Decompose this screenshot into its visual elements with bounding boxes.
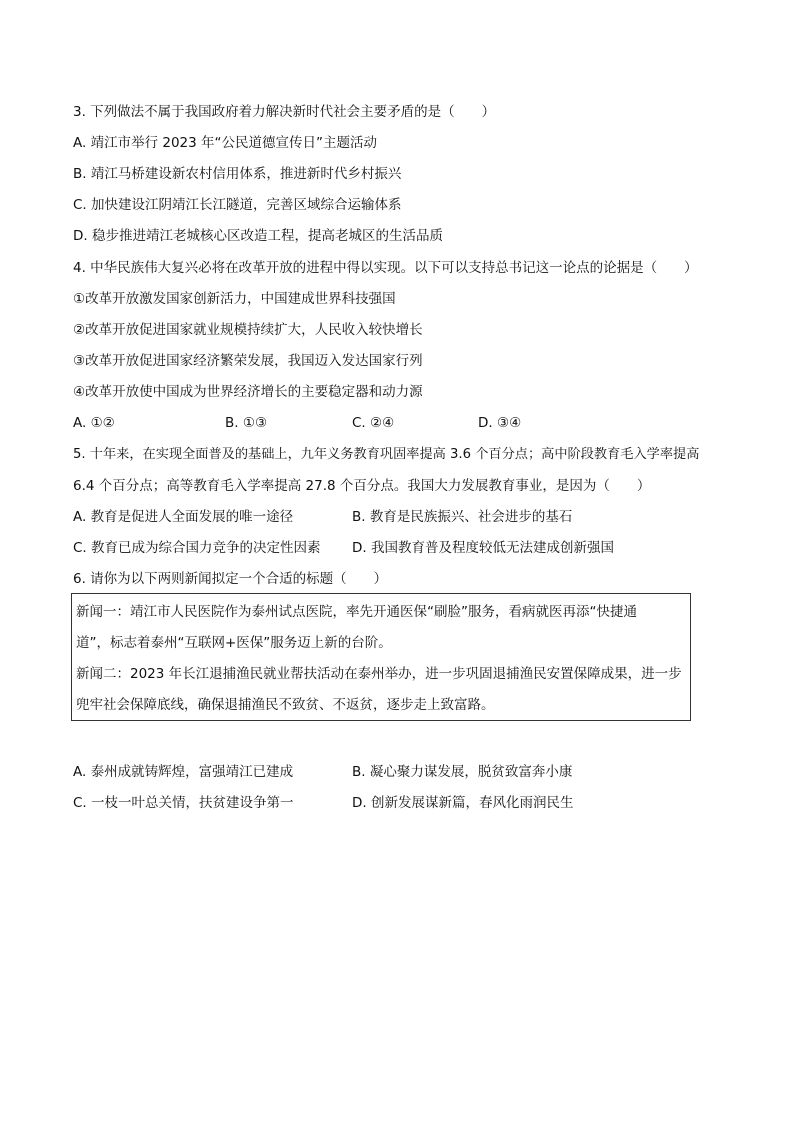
question-5-option-b: B. 教育是民族振兴、社会进步的基石 — [352, 509, 573, 525]
question-5-option-d: D. 我国教育普及程度较低无法建成创新强国 — [352, 540, 614, 556]
news-box — [71, 593, 691, 721]
question-6-option-d: D. 创新发展谋新篇，春风化雨润民生 — [352, 795, 574, 811]
news-line-1: 新闻一：靖江市人民医院作为泰州试点医院，率先开通医保“刷脸”服务，看病就医再添“快捷通 — [76, 604, 637, 620]
question-6-option-a: A. 泰州成就铸辉煌，富强靖江已建成 — [73, 764, 294, 780]
news-line-3: 新闻二：2023 年长江退捕渔民就业帮扶活动在泰州举办，进一步巩固退捕渔民安置保障成果，进一步 — [76, 666, 682, 682]
question-3-option-a: A. 靖江市举行 2023 年“公民道德宣传日”主题活动 — [73, 135, 378, 151]
question-4-option-b: B. ①③ — [225, 415, 268, 431]
question-6-option-b: B. 凝心聚力谋发展，脱贫致富奔小康 — [352, 764, 573, 780]
question-6-stem: 6. 请你为以下两则新闻拟定一个合适的标题（ ） — [73, 571, 388, 587]
question-4-option-a: A. ①② — [73, 415, 115, 431]
question-5-stem-line-1: 5. 十年来，在实现全面普及的基础上，九年义务教育巩固率提高 3.6 个百分点；高中阶段教育毛入学率提高 — [73, 447, 700, 462]
question-5-option-a: A. 教育是促进人全面发展的唯一途径 — [73, 509, 294, 525]
question-3-option-d: D. 稳步推进靖江老城核心区改造工程，提高老城区的生活品质 — [73, 228, 443, 244]
question-3-option-b: B. 靖江马桥建设新农村信用体系，推进新时代乡村振兴 — [73, 166, 402, 182]
question-4-stem: 4. 中华民族伟大复兴必将在改革开放的进程中得以实现。以下可以支持总书记这一论点的论据是（ ） — [73, 260, 698, 276]
question-4-option-d: D. ③④ — [478, 415, 522, 431]
question-4-statement-1: ①改革开放激发国家创新活力，中国建成世界科技强国 — [73, 291, 396, 307]
question-4-option-c: C. ②④ — [352, 415, 395, 431]
news-line-2: 道”，标志着泰州“互联网+医保”服务迈上新的台阶。 — [76, 635, 392, 651]
question-4-statement-3: ③改革开放促进国家经济繁荣发展，我国迈入发达国家行列 — [73, 353, 423, 369]
question-4-statement-4: ④改革开放使中国成为世界经济增长的主要稳定器和动力源 — [73, 384, 423, 400]
question-4-statement-2: ②改革开放促进国家就业规模持续扩大，人民收入较快增长 — [73, 322, 423, 338]
question-5-option-c: C. 教育已成为综合国力竞争的决定性因素 — [73, 540, 321, 556]
question-5-stem-line-2: 6.4 个百分点；高等教育毛入学率提高 27.8 个百分点。我国大力发展教育事业，是因为（ ） — [73, 478, 651, 494]
question-3-option-c: C. 加快建设江阴靖江长江隧道，完善区域综合运输体系 — [73, 197, 402, 213]
question-3-stem: 3. 下列做法不属于我国政府着力解决新时代社会主要矛盾的是（ ） — [73, 104, 496, 120]
news-line-4: 兜牢社会保障底线，确保退捕渔民不致贫、不返贫，逐步走上致富路。 — [76, 697, 495, 713]
question-6-option-c: C. 一枝一叶总关情，扶贫建设争第一 — [73, 795, 294, 811]
